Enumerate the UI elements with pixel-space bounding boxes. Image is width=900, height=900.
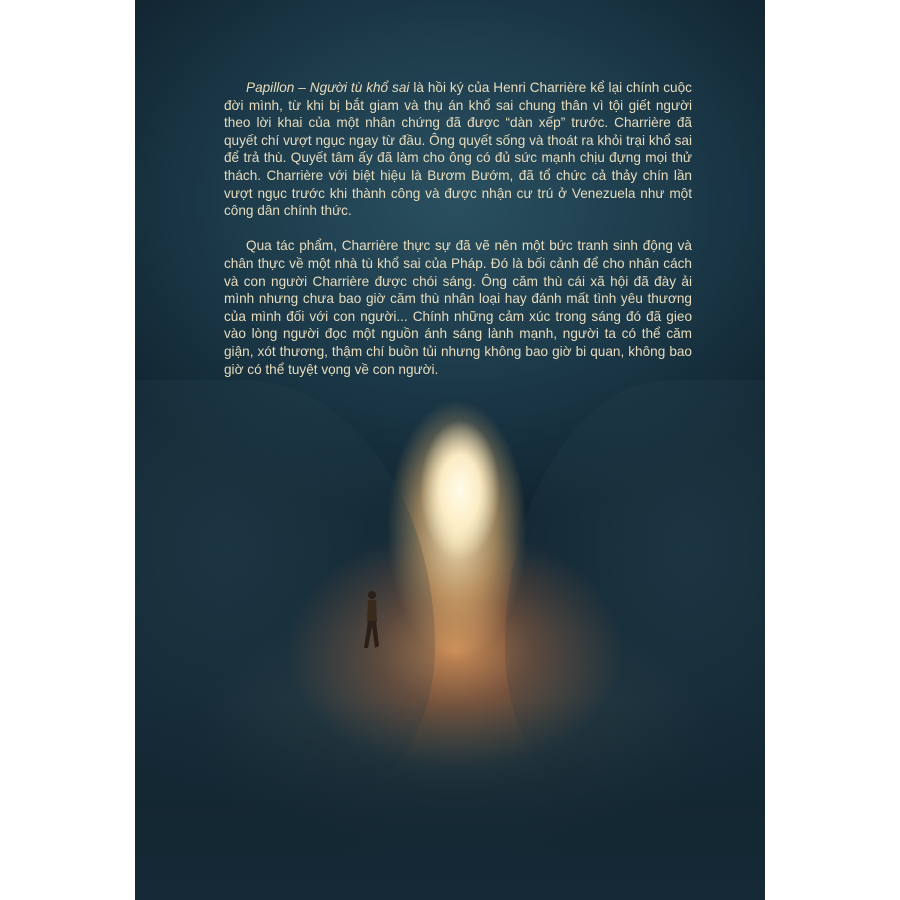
blurb-paragraph-1: Papillon – Người tù khổ sai là hồi ký của Henri Charrière kể lại chính cuộc đời mình, từ khi bị bắt giam và thụ án khổ sai chung thân vì tội giết người theo lời khai của một nhân chứng đã được “dàn xếp” trước. Charrière đã quyết chí vượt ngục ngay từ đầu. Ông quyết sống và thoát ra khỏi trại khổ sai để trả thù. Quyết tâm ấy đã làm cho ông có đủ sức mạnh chịu đựng mọi thử thách. Charrière với biệt hiệu là Bươm Bướm, đã tổ chức cả thảy chín lần vượt ngục trước khi thành công và được nhận cư trú ở Venezuela như một công dân chính thức.: [224, 80, 692, 219]
book-title: Papillon – Người tù khổ sai: [246, 80, 410, 95]
cave-floor: [135, 700, 765, 900]
blurb-paragraph-2: Qua tác phẩm, Charrière thực sự đã vẽ nên một bức tranh sinh động và chân thực về một nhà tù khổ sai của Pháp. Đó là bối cảnh để cho nhân cách và con người Charrière được chói sáng. Ông căm thù cái xã hội đã đày ải mình nhưng chưa bao giờ căm thù nhân loại hay đánh mất tình yêu thương của mình đối với con người... Chính những cảm xúc trong sáng đó đã gieo vào lòng người đọc một nguồn ánh sáng lành mạnh, người ta có thể căm giận, xót thương, thậm chí buồn tủi nhưng không bao giờ bi quan, không bao giờ có thể tuyệt vọng về con người.: [224, 238, 692, 377]
blurb-text: [224, 79, 692, 396]
book-back-cover: [135, 0, 765, 900]
running-man-illustration: [362, 590, 380, 650]
